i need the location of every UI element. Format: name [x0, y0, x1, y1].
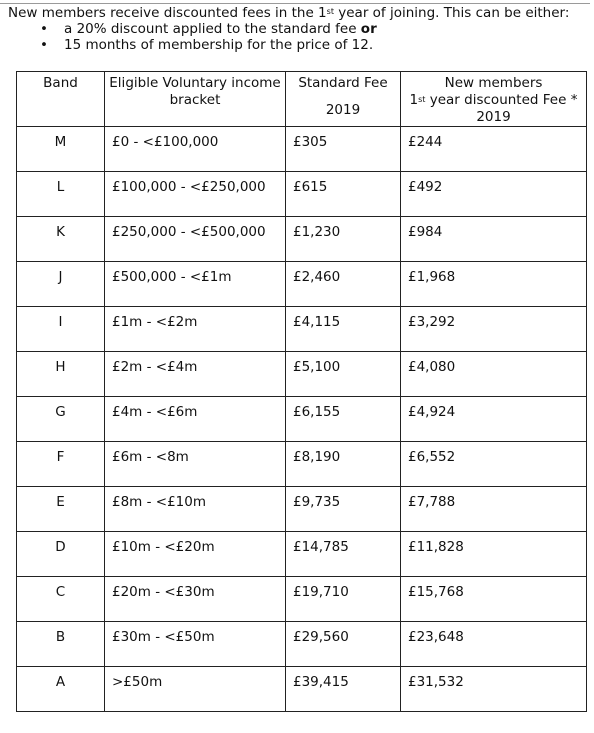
discounted-fee-cell: £1,968	[401, 262, 587, 307]
income-bracket-cell: £100,000 - <£250,000	[105, 172, 286, 217]
income-bracket-cell: £6m - <8m	[105, 442, 286, 487]
table-row	[17, 307, 587, 352]
income-bracket-cell: >£50m	[105, 667, 286, 712]
standard-fee-cell: £39,415	[286, 667, 401, 712]
header-band: Band	[17, 72, 105, 127]
discounted-fee-cell: £492	[401, 172, 587, 217]
header-new-members-fee	[401, 72, 587, 127]
header-new-pre: 1	[409, 92, 419, 108]
discounted-fee-cell: £984	[401, 217, 587, 262]
bullet-text: 15 months of membership for the price of 12.	[64, 37, 374, 53]
bullet-text: a 20% discount applied to the standard fee	[64, 21, 361, 37]
table-row	[17, 352, 587, 397]
standard-fee-cell: £29,560	[286, 622, 401, 667]
band-cell: B	[17, 622, 105, 667]
table-header-row	[17, 72, 587, 127]
intro-line-start: New members receive discounted fees in the 1	[8, 5, 327, 21]
header-standard-fee: Standard Fee 2019	[286, 72, 401, 127]
header-new-sup: st	[418, 95, 426, 104]
band-cell: D	[17, 532, 105, 577]
table-row	[17, 172, 587, 217]
intro-text	[8, 5, 569, 53]
bullet-bold-suffix: or	[360, 21, 377, 37]
header-new-post: year discounted Fee *	[425, 92, 578, 108]
discounted-fee-cell: £31,532	[401, 667, 587, 712]
standard-fee-cell: £615	[286, 172, 401, 217]
band-cell: K	[17, 217, 105, 262]
table-row	[17, 487, 587, 532]
table-row	[17, 397, 587, 442]
bullet-item	[8, 21, 569, 37]
income-bracket-cell: £20m - <£30m	[105, 577, 286, 622]
table-row	[17, 217, 587, 262]
discounted-fee-cell: £7,788	[401, 487, 587, 532]
income-bracket-cell: £2m - <£4m	[105, 352, 286, 397]
intro-bullet-list	[8, 21, 569, 53]
income-bracket-cell: £8m - <£10m	[105, 487, 286, 532]
income-bracket-cell: £500,000 - <£1m	[105, 262, 286, 307]
discounted-fee-cell: £15,768	[401, 577, 587, 622]
band-cell: C	[17, 577, 105, 622]
header-bracket: Eligible Voluntary income bracket	[105, 72, 286, 127]
discounted-fee-cell: £4,080	[401, 352, 587, 397]
band-cell: G	[17, 397, 105, 442]
fee-table	[16, 71, 587, 712]
header-new-year: 2019	[476, 109, 511, 125]
table-row	[17, 442, 587, 487]
bullet-dot-icon: •	[40, 21, 48, 37]
income-bracket-cell: £250,000 - <£500,000	[105, 217, 286, 262]
standard-fee-cell: £8,190	[286, 442, 401, 487]
standard-fee-cell: £4,115	[286, 307, 401, 352]
intro-line	[8, 5, 569, 21]
income-bracket-cell: £0 - <£100,000	[105, 127, 286, 172]
table-row	[17, 667, 587, 712]
discounted-fee-cell: £3,292	[401, 307, 587, 352]
discounted-fee-cell: £11,828	[401, 532, 587, 577]
header-standard-year: 2019	[325, 102, 361, 118]
income-bracket-cell: £30m - <£50m	[105, 622, 286, 667]
band-cell: E	[17, 487, 105, 532]
income-bracket-cell: £4m - <£6m	[105, 397, 286, 442]
standard-fee-cell: £2,460	[286, 262, 401, 307]
bullet-dot-icon: •	[40, 37, 48, 53]
income-bracket-cell: £1m - <£2m	[105, 307, 286, 352]
standard-fee-cell: £1,230	[286, 217, 401, 262]
band-cell: F	[17, 442, 105, 487]
intro-line-end: year of joining. This can be either:	[333, 5, 570, 21]
table-row	[17, 577, 587, 622]
discounted-fee-cell: £4,924	[401, 397, 587, 442]
top-divider	[0, 3, 590, 4]
discounted-fee-cell: £23,648	[401, 622, 587, 667]
standard-fee-cell: £9,735	[286, 487, 401, 532]
standard-fee-cell: £305	[286, 127, 401, 172]
income-bracket-cell: £10m - <£20m	[105, 532, 286, 577]
header-new-line1: New members	[444, 75, 543, 91]
table-row	[17, 622, 587, 667]
discounted-fee-cell: £244	[401, 127, 587, 172]
table-row	[17, 127, 587, 172]
standard-fee-cell: £5,100	[286, 352, 401, 397]
band-cell: H	[17, 352, 105, 397]
band-cell: J	[17, 262, 105, 307]
discounted-fee-cell: £6,552	[401, 442, 587, 487]
table-row	[17, 262, 587, 307]
band-cell: L	[17, 172, 105, 217]
intro-line-sup: st	[326, 7, 334, 16]
standard-fee-cell: £14,785	[286, 532, 401, 577]
band-cell: M	[17, 127, 105, 172]
standard-fee-cell: £19,710	[286, 577, 401, 622]
fee-table-body	[17, 127, 587, 712]
band-cell: A	[17, 667, 105, 712]
standard-fee-cell: £6,155	[286, 397, 401, 442]
band-cell: I	[17, 307, 105, 352]
table-row	[17, 532, 587, 577]
bullet-item	[8, 37, 569, 53]
